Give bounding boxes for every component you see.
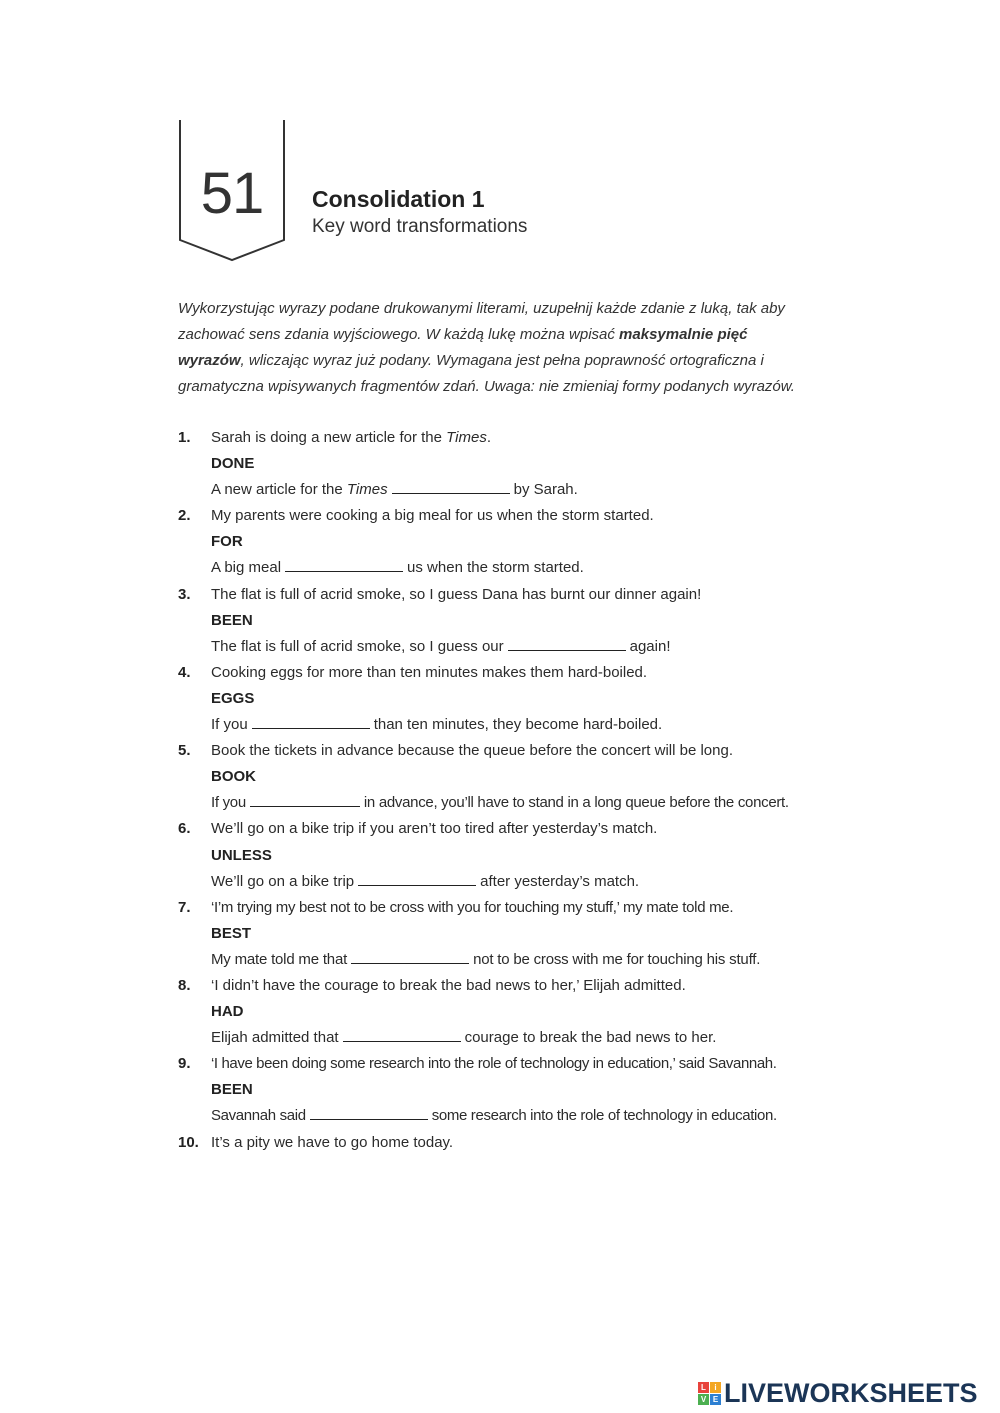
- task-sentence: The flat is full of acrid smoke, so I guess Dana has burnt our dinner again!: [211, 585, 702, 603]
- task-4-answer-line: [178, 712, 858, 738]
- task-number: 3.: [178, 585, 191, 603]
- chapter-number: 51: [200, 161, 264, 226]
- task-number: 10.: [178, 1133, 199, 1151]
- task-1-sentence-line: [178, 425, 858, 451]
- task-sentence: It’s a pity we have to go home today.: [211, 1133, 454, 1151]
- liveworksheets-logo-icon: [698, 1382, 721, 1405]
- task-answer: [211, 947, 760, 973]
- answer-gap-input[interactable]: [351, 948, 469, 964]
- page-title: Consolidation 1: [312, 186, 485, 212]
- task-8-keyword-line: [178, 999, 858, 1025]
- task-number: 1.: [178, 429, 191, 446]
- task-7-answer-line: [178, 947, 858, 973]
- task-3-answer-line: [178, 634, 858, 660]
- liveworksheets-logo: [698, 1376, 978, 1410]
- task-9-keyword-line: [178, 1077, 858, 1103]
- answer-part: Savannah said: [211, 1107, 306, 1125]
- sentence-part: Sarah is doing a new article for the: [211, 429, 447, 446]
- task-sentence: My parents were cooking a big meal for us when the storm started.: [211, 507, 654, 525]
- answer-part: us when the storm started.: [407, 559, 584, 577]
- logo-text: LIVEWORKSHEETS: [724, 1377, 978, 1408]
- task-keyword: BEEN: [211, 611, 253, 629]
- answer-gap-input[interactable]: [250, 791, 360, 807]
- answer-part: than ten minutes, they become hard-boiled.: [373, 716, 663, 734]
- sentence-part: .: [486, 429, 492, 446]
- task-7-sentence-line: [178, 895, 858, 921]
- task-number: 2.: [178, 507, 191, 525]
- task-sentence: Book the tickets in advance because the queue before the concert will be long.: [211, 742, 734, 760]
- task-4-keyword-line: [178, 686, 858, 712]
- task-keyword: BEEN: [211, 1081, 253, 1099]
- task-keyword: EGGS: [211, 689, 255, 707]
- task-sentence: ‘I’m trying my best not to be cross with you for touching my stuff,’ my mate told me.: [211, 898, 734, 916]
- task-5-answer-line: [178, 790, 858, 816]
- task-answer: [211, 1103, 777, 1129]
- instructions-bold: maksymalnie pięć wyrazów: [178, 326, 748, 369]
- answer-part: A new article for the: [211, 481, 347, 499]
- logo-letter: i: [710, 1382, 721, 1393]
- task-number: 4.: [178, 663, 191, 681]
- answer-gap-input[interactable]: [252, 713, 370, 729]
- answer-gap-input[interactable]: [285, 556, 403, 572]
- task-answer: [211, 712, 662, 738]
- task-1-answer-line: [178, 477, 858, 503]
- logo-letter: L: [698, 1382, 709, 1393]
- task-keyword: HAD: [211, 1003, 244, 1021]
- answer-part: The flat is full of acrid smoke, so I guess our: [211, 637, 504, 655]
- answer-part: We’ll go on a bike trip: [211, 872, 355, 890]
- task-answer: [211, 555, 584, 581]
- answer-part: Elijah admitted that: [211, 1029, 339, 1047]
- task-2-keyword-line: [178, 529, 858, 555]
- task-5-sentence-line: [178, 738, 858, 764]
- task-8-answer-line: [178, 1025, 858, 1051]
- task-list: [178, 425, 858, 1156]
- sentence-italic: Times: [446, 429, 487, 446]
- answer-gap-input[interactable]: [392, 478, 510, 494]
- task-2-sentence-line: [178, 503, 858, 529]
- answer-part: after yesterday’s match.: [480, 872, 640, 890]
- answer-gap-input[interactable]: [343, 1026, 461, 1042]
- logo-letter: E: [710, 1394, 721, 1405]
- answer-part: in advance, you’ll have to stand in a long queue before the concert.: [363, 794, 789, 812]
- task-answer: [211, 1025, 716, 1051]
- answer-part: If you: [211, 794, 246, 812]
- task-answer: [211, 869, 639, 895]
- task-8-sentence-line: [178, 973, 858, 999]
- task-sentence: We’ll go on a bike trip if you aren’t too tired after yesterday’s match.: [211, 820, 658, 838]
- task-9-answer-line: [178, 1103, 858, 1129]
- answer-gap-input[interactable]: [508, 635, 626, 651]
- answer-part: by Sarah.: [513, 481, 578, 499]
- logo-letter: V: [698, 1394, 709, 1405]
- task-keyword: FOR: [211, 533, 243, 551]
- task-1-keyword-line: [178, 451, 858, 477]
- instructions: [178, 296, 818, 400]
- task-answer: [211, 477, 578, 503]
- task-sentence: Cooking eggs for more than ten minutes makes them hard-boiled.: [211, 663, 648, 681]
- task-4-sentence-line: [178, 660, 858, 686]
- task-answer: [211, 634, 671, 660]
- task-sentence: ‘I have been doing some research into the role of technology in education,’ said Savannah.: [211, 1055, 777, 1073]
- task-3-keyword-line: [178, 608, 858, 634]
- task-5-keyword-line: [178, 764, 858, 790]
- answer-part: again!: [629, 637, 671, 655]
- task-keyword: BEST: [211, 924, 252, 942]
- answer-gap-input[interactable]: [358, 870, 476, 886]
- task-number: 7.: [178, 898, 191, 916]
- task-6-keyword-line: [178, 843, 858, 869]
- task-keyword: UNLESS: [211, 846, 272, 864]
- instructions-text-2: , wliczając wyraz już podany. Wymagana jest pełna poprawność ortograficzna i gramatyczna wpisywanych fragmentów zdań. Uwaga: nie zmieniaj formy podanych wyrazów.: [178, 352, 795, 395]
- page-subtitle: Key word transformations: [312, 216, 528, 237]
- answer-part: courage to break the bad news to her.: [464, 1029, 717, 1047]
- instructions-text-1: Wykorzystując wyrazy podane drukowanymi literami, uzupełnij każde zdanie z luką, tak aby zachować sens zdania wyjściowego. W każdą lukę można wpisać: [178, 300, 785, 343]
- answer-part: some research into the role of technology in education.: [431, 1107, 777, 1125]
- task-6-sentence-line: [178, 816, 858, 842]
- task-answer: [211, 790, 789, 816]
- task-keyword: BOOK: [211, 768, 256, 786]
- task-number: 9.: [178, 1055, 191, 1073]
- task-2-answer-line: [178, 555, 858, 581]
- task-10-sentence-line: [178, 1130, 858, 1156]
- answer-italic: Times: [346, 481, 388, 499]
- answer-part: If you: [211, 716, 248, 734]
- task-keyword: DONE: [211, 455, 255, 473]
- task-9-sentence-line: [178, 1051, 858, 1077]
- answer-part: not to be cross with me for touching his stuff.: [473, 950, 761, 968]
- task-sentence: ‘I didn’t have the courage to break the bad news to her,’ Elijah admitted.: [211, 976, 686, 994]
- answer-part: My mate told me that: [211, 950, 348, 968]
- answer-gap-input[interactable]: [310, 1104, 428, 1120]
- task-number: 5.: [178, 742, 191, 760]
- task-number: 6.: [178, 820, 191, 838]
- task-7-keyword-line: [178, 921, 858, 947]
- task-sentence: [211, 425, 491, 451]
- task-6-answer-line: [178, 869, 858, 895]
- answer-part: A big meal: [211, 559, 282, 577]
- task-number: 8.: [178, 976, 191, 994]
- task-3-sentence-line: [178, 582, 858, 608]
